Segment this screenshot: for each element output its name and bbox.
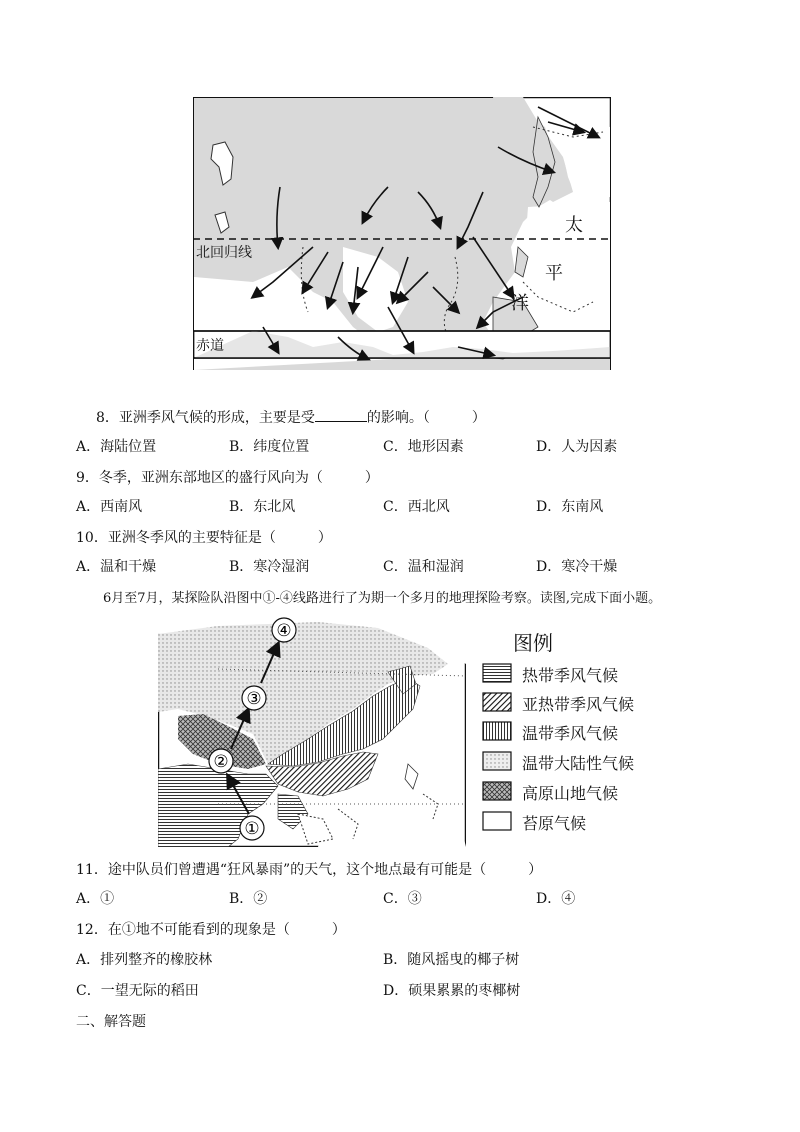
ocean-label-3: 洋 [511, 293, 529, 314]
q8-option-d[interactable]: D．人为因素 [536, 439, 618, 455]
legend-swatch-tropical [483, 664, 511, 682]
q8-option-a[interactable]: A．海陆位置 [76, 439, 157, 455]
legend-title: 图例 [513, 631, 553, 655]
legend-swatch-plateau [483, 782, 511, 800]
answer-blank [315, 409, 367, 422]
question-8-prefix: 8．亚洲季风气候的形成，主要是受 [96, 410, 315, 426]
q9-option-a[interactable]: A．西南风 [76, 499, 143, 515]
q11-option-b[interactable]: B．② [229, 891, 268, 907]
question-12: 12．在①地不可能看到的现象是（ ） [76, 922, 346, 938]
point-1: ① [244, 819, 260, 839]
legend-swatches [482, 662, 512, 838]
tropic-of-cancer-label: 北回归线 [196, 245, 252, 261]
climate-route-map [158, 614, 466, 847]
q11-option-c[interactable]: C．③ [383, 891, 422, 907]
q8-option-c[interactable]: C．地形因素 [383, 439, 464, 455]
q11-option-d[interactable]: D．④ [536, 891, 576, 907]
q10-option-b[interactable]: B．寒冷湿润 [229, 559, 310, 575]
ocean-label-2: 平 [545, 263, 563, 284]
q10-option-c[interactable]: C．温和湿润 [383, 559, 464, 575]
monsoon-map-svg [193, 97, 611, 370]
q12-option-a[interactable]: A．排列整齐的橡胶林 [76, 952, 213, 968]
q12-option-d[interactable]: D．硕果累累的枣椰树 [383, 983, 521, 999]
question-8-suffix: 的影响。（ ） [366, 410, 486, 426]
ocean-label-1: 太 [565, 215, 583, 236]
q10-option-a[interactable]: A．温和干燥 [76, 559, 157, 575]
climate-route-map-svg [158, 614, 466, 847]
point-4: ④ [276, 621, 292, 641]
q9-option-b[interactable]: B．东北风 [229, 499, 296, 515]
point-3: ③ [246, 689, 262, 709]
legend-swatch-subtropical [483, 693, 511, 711]
legend-label-temperate-monsoon: 温带季风气候 [522, 724, 619, 743]
legend-swatch-temperate-monsoon [483, 722, 511, 740]
section-heading: 二、解答题 [76, 1014, 146, 1030]
legend-label-tropical: 热带季风气候 [522, 666, 619, 685]
intro-text: 6月至7月，某探险队沿图中①-④线路进行了为期一个多月的地理探险考察。读图,完成下面小题。 [103, 591, 662, 606]
legend-label-plateau: 高原山地气候 [522, 784, 619, 803]
q10-option-d[interactable]: D．寒冷干燥 [536, 559, 618, 575]
legend-swatch-tundra [483, 812, 511, 830]
monsoon-map [193, 97, 611, 370]
q9-option-d[interactable]: D．东南风 [536, 499, 604, 515]
q8-option-b[interactable]: B．纬度位置 [229, 439, 310, 455]
equator-label: 赤道 [196, 338, 224, 354]
legend-label-subtropical: 亚热带季风气候 [522, 695, 635, 714]
legend-label-temperate-continental: 温带大陆性气候 [522, 754, 635, 773]
q12-option-b[interactable]: B．随风摇曳的椰子树 [383, 952, 520, 968]
question-8 [96, 407, 486, 427]
question-9: 9．冬季，亚洲东部地区的盛行风向为（ ） [76, 470, 379, 486]
point-2: ② [213, 752, 229, 772]
question-10: 10．亚洲冬季风的主要特征是（ ） [76, 530, 332, 546]
q11-option-a[interactable]: A．① [76, 891, 115, 907]
question-11: 11．途中队员们曾遭遇“狂风暴雨”的天气，这个地点最有可能是（ ） [76, 862, 543, 878]
legend [482, 662, 512, 842]
legend-swatch-temperate-continental [483, 752, 511, 770]
q9-option-c[interactable]: C．西北风 [383, 499, 450, 515]
q12-option-c[interactable]: C．一望无际的稻田 [76, 983, 199, 999]
legend-label-tundra: 苔原气候 [522, 814, 587, 833]
